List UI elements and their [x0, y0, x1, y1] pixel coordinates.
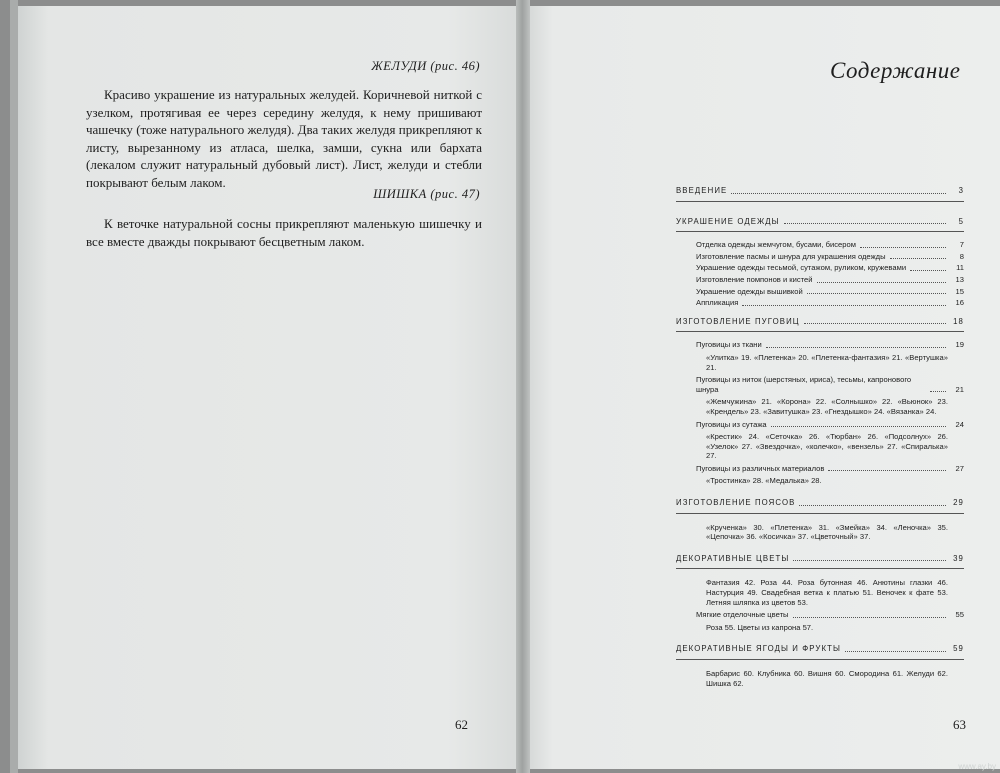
toc-subsection-label: Украшение одежды тесьмой, сутажом, руликом, кружевами [696, 263, 907, 273]
toc-detail: Фантазия 42. Роза 44. Роза бутонная 46. Анютины глазки 46. Настурция 49. Свадебная ветка к платью 51. Веночек к фате 53. Летняя шляпка из цветов 53. [706, 578, 948, 607]
toc-leader [910, 270, 946, 271]
toc-page-number: 24 [955, 419, 964, 429]
watermark: www.ay.by [958, 762, 996, 771]
toc-leader [860, 247, 946, 248]
toc-leader [930, 391, 946, 392]
toc-subsection [696, 287, 964, 297]
toc-leader [793, 560, 946, 561]
heading-cone: ШИШКА (рис. 47) [373, 187, 480, 201]
toc-spacer [676, 545, 964, 554]
toc-spacer [676, 635, 964, 644]
toc-subsection [696, 420, 964, 430]
toc-detail: «Крученка» 30. «Плетенка» 31. «Змейка» 34. «Леночка» 35. «Цепочка» 36. «Косичка» 37. «Цветочный» 37. [706, 522, 948, 542]
toc-subsection [696, 340, 964, 350]
paragraph-cone: К веточке натуральной сосны прикрепляют маленькую шишечку и все вместе дважды покрывают бесцветным лаком. [86, 216, 482, 249]
toc-subsection [696, 252, 964, 262]
toc-section-label: ДЕКОРАТИВНЫЕ ЯГОДЫ И ФРУКТЫ [676, 644, 841, 654]
toc-subsection [696, 240, 964, 250]
toc-leader [828, 470, 946, 471]
toc-subsection-label: Изготовление пасмы и шнура для украшения одежды [696, 251, 886, 261]
table-of-contents [676, 186, 964, 691]
toc-page-number: 29 [953, 498, 964, 508]
toc-detail: «Крестик» 24. «Сеточка» 26. «Тюрбан» 26. «Подсолнух» 26. «Узелок» 27. «Звездочка», «колечко», «вензель» 27. «Спиралька» 27. [706, 432, 948, 461]
toc-detail: Роза 55. Цветы из капрона 57. [706, 622, 814, 632]
toc-page-number: 18 [953, 316, 964, 326]
toc-section-label: ВВЕДЕНИЕ [676, 186, 728, 195]
toc-spacer [676, 660, 964, 666]
toc-section-label: УКРАШЕНИЕ ОДЕЖДЫ [676, 216, 780, 226]
toc-subsection-label: Пуговицы из сутажа [696, 419, 767, 429]
toc-leader [793, 617, 946, 618]
toc-leader [766, 347, 946, 348]
toc-subsection [696, 464, 964, 474]
toc-spacer [676, 308, 964, 317]
toc-subsection-label: Пуговицы из ткани [696, 340, 762, 350]
toc-subsection-label: Мягкие отделочные цветы [696, 610, 789, 620]
toc-leader [845, 651, 946, 652]
toc-subsection [696, 263, 964, 273]
book-gutter [516, 0, 530, 773]
toc-section-label: ДЕКОРАТИВНЫЕ ЦВЕТЫ [676, 553, 790, 563]
toc-section-label: ИЗГОТОВЛЕНИЕ ПУГОВИЦ [676, 316, 800, 326]
toc-leader [742, 305, 946, 306]
toc-subsection-label: Изготовление помпонов и кистей [696, 274, 813, 284]
toc-spacer [676, 569, 964, 575]
toc-section-label: ИЗГОТОВЛЕНИЕ ПОЯСОВ [676, 498, 796, 508]
toc-page-number: 19 [955, 340, 964, 350]
toc-leader [807, 293, 946, 294]
toc-page-number: 21 [955, 384, 964, 394]
toc-page-number: 3 [958, 186, 964, 195]
toc-page-number: 16 [955, 298, 964, 308]
toc-spacer [676, 514, 964, 520]
toc-page-number: 7 [959, 240, 964, 250]
toc-spacer [676, 208, 964, 217]
toc-subsection [696, 610, 964, 620]
toc-leader [817, 282, 946, 283]
toc-leader [731, 193, 946, 194]
toc-page-number: 11 [956, 263, 964, 273]
page-number-left: 62 [455, 717, 468, 732]
paragraph-acorns: Красиво украшение из натуральных желудей. Коричневой ниткой с узелком, протягивая ее через середину желудя, к нему пришивают чашечку (тоже натурального желудя). Два таких желудя прикрепляют к листу, вырезанному из атласа, шелка, замши, сукна или бархата (лекалом служит натуральный дубовый лист). Лист, желуди и стебли покрывают белым лаком. [86, 87, 482, 190]
toc-title: Содержание [830, 58, 961, 83]
toc-spacer [676, 489, 964, 498]
book-edge [10, 0, 18, 773]
toc-subsection-label: Пуговицы из различных материалов [696, 463, 825, 473]
toc-subsection-label: Пуговицы из ниток (шерстяных, ириса), тесьмы, капронового шнура [696, 375, 912, 394]
toc-section [676, 317, 964, 327]
toc-subsection-label: Украшение одежды вышивкой [696, 286, 803, 296]
toc-section [676, 644, 964, 654]
toc-leader [799, 505, 946, 506]
page-number-right: 63 [953, 717, 966, 732]
toc-section [676, 498, 964, 508]
toc-subsection-label: Отделка одежды жемчугом, бусами, бисером [696, 240, 856, 250]
toc-page-number: 27 [955, 463, 964, 473]
toc-leader [771, 426, 946, 427]
toc-subsection [696, 275, 964, 285]
toc-subsection [696, 375, 964, 394]
toc-detail: Барбарис 60. Клубника 60. Вишня 60. Смородина 61. Желуди 62. Шишка 62. [706, 669, 948, 688]
toc-subsection-label: Аппликация [696, 298, 739, 308]
toc-page-number: 5 [958, 216, 964, 226]
toc-page-number: 59 [953, 644, 964, 654]
toc-section [676, 217, 964, 227]
toc-leader [784, 223, 946, 224]
toc-section [676, 186, 964, 196]
toc-spacer [676, 232, 964, 238]
toc-leader [890, 258, 946, 259]
toc-detail: «Жемчужина» 21. «Корона» 22. «Солнышко» 22. «Вьюнок» 23. «Крендель» 23. «Завитушка» 23. «Гнездышко» 24. «Вязанка» 24. [706, 397, 948, 416]
toc-detail: «Улитка» 19. «Плетенка» 20. «Плетенка-фантазия» 21. «Вертушка» 21. [706, 352, 948, 372]
toc-page-number: 15 [955, 286, 964, 296]
toc-page-number: 55 [955, 610, 964, 620]
toc-page-number: 13 [955, 274, 964, 284]
toc-page-number: 39 [953, 553, 964, 563]
toc-leader [804, 323, 946, 324]
toc-section [676, 554, 964, 564]
toc-subsection [696, 298, 964, 308]
toc-detail: «Тростинка» 28. «Медалька» 28. [706, 476, 822, 486]
toc-page-number: 8 [959, 251, 964, 261]
heading-acorns: ЖЕЛУДИ (рис. 46) [371, 59, 480, 73]
toc-spacer [676, 332, 964, 338]
